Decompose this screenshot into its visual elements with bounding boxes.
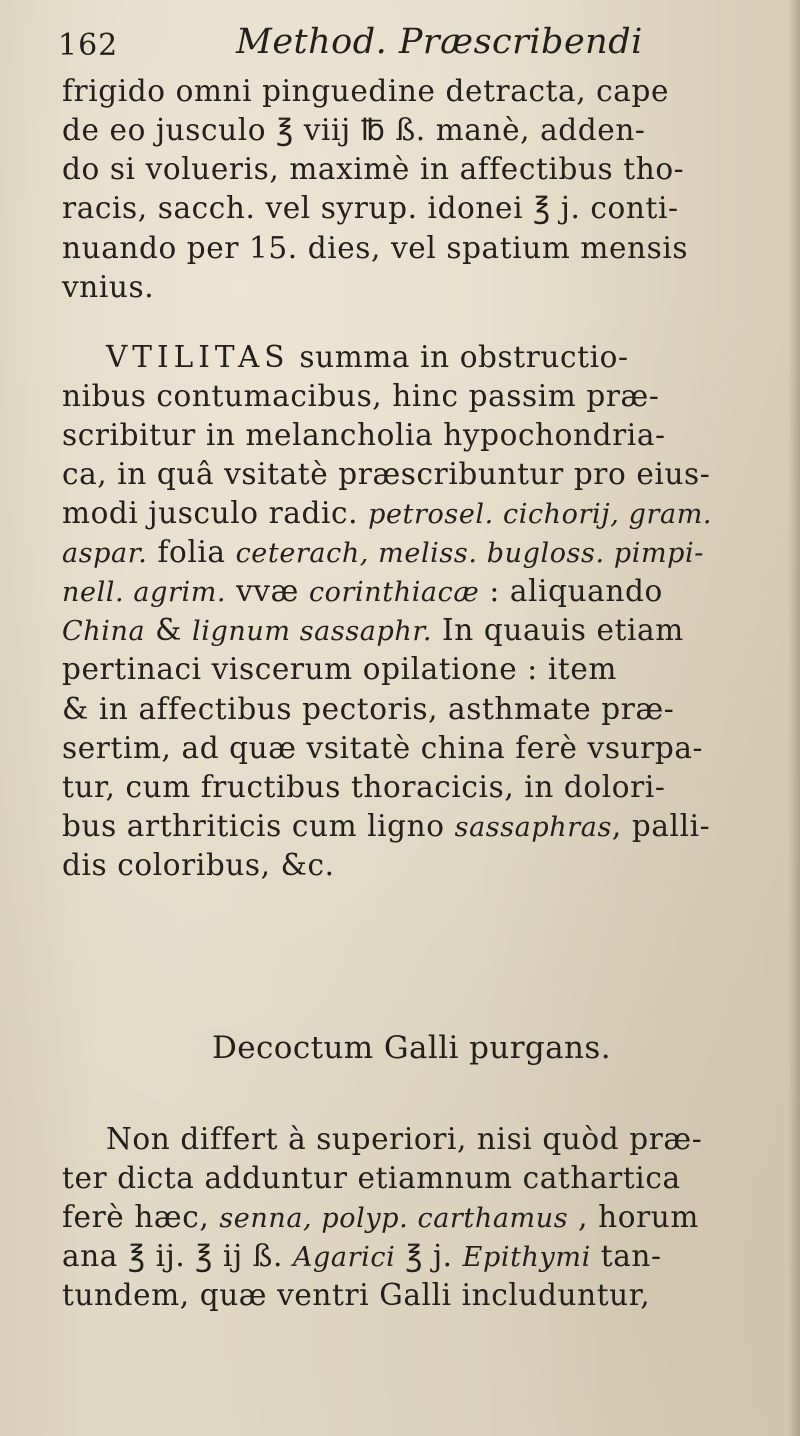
text-line: frigido omni pinguedine detracta, cape: [62, 74, 670, 108]
running-head: Method. Præscribendi: [236, 22, 643, 62]
italic-span: ceterach, meliss. bugloss. pimpi-: [235, 538, 704, 569]
text-span: modi jusculo radic.: [62, 496, 369, 530]
text-line: do si volueris, maximè in affectibus tho-: [62, 152, 685, 186]
text-line: ca, in quâ vsitatè præscribuntur pro eius-: [62, 457, 711, 491]
text-line: ter dicta adduntur etiamnum cathartica: [62, 1161, 681, 1195]
text-span: folia: [147, 535, 236, 569]
italic-span: Agarici: [292, 1242, 396, 1273]
text-line: vnius.: [62, 270, 155, 304]
text-line: [62, 1239, 662, 1275]
text-span: bus arthriticis cum ligno: [62, 809, 455, 843]
text-line: [62, 613, 684, 649]
text-span: tan-: [590, 1239, 662, 1273]
text-span: In quauis etiam: [432, 613, 684, 647]
italic-span: senna, polyp. carthamus: [219, 1203, 569, 1234]
italic-span: petrosel. cichorij, gram.: [368, 499, 713, 530]
text-line: [62, 1200, 699, 1236]
text-line: [62, 809, 710, 845]
text-line: racis, sacch. vel syrup. idonei ℥ j. conti-: [62, 191, 679, 225]
italic-span: aspar.: [62, 538, 148, 569]
page-number: 162: [58, 28, 119, 63]
text-span: : aliquando: [479, 574, 663, 608]
text-span: , palli-: [611, 809, 711, 843]
italic-span: nell. agrim.: [62, 577, 227, 608]
text-line: tur, cum fructibus thoracicis, in dolori-: [62, 770, 666, 804]
page-header: [58, 18, 778, 66]
text-line: & in affectibus pectoris, asthmate præ-: [62, 692, 675, 726]
page-edge-shadow: [788, 0, 800, 1436]
text-span: ana ℥ ij. ℥ ij ß.: [62, 1239, 293, 1273]
italic-span: corinthiacæ: [308, 577, 480, 608]
text-line: scribitur in melancholia hypochondria-: [62, 418, 666, 452]
text-line: [106, 340, 629, 374]
italic-span: China: [62, 616, 146, 647]
text-line: Non differt à superiori, nisi quòd præ-: [106, 1122, 703, 1156]
italic-span: lignum sassaphr.: [192, 616, 433, 647]
text-line: nibus contumacibus, hinc passim præ-: [62, 379, 660, 413]
text-span: ferè hæc,: [62, 1200, 220, 1234]
text-line: [62, 496, 712, 532]
text-line: sertim, ad quæ vsitatè china ferè vsurpa-: [62, 731, 704, 765]
section-lead-word: VTILITAS: [106, 340, 290, 374]
text-line: nuando per 15. dies, vel spatium mensis: [62, 231, 689, 265]
italic-span: Epithymi: [462, 1242, 591, 1273]
text-line: [62, 574, 663, 610]
text-line: [62, 535, 704, 571]
text-line: tundem, quæ ventri Galli includuntur,: [62, 1278, 651, 1312]
text-span: , horum: [568, 1200, 699, 1234]
text-line: pertinaci viscerum opilatione : item: [62, 652, 617, 686]
text-line: dis coloribus, &c.: [62, 848, 335, 882]
section-heading: Decoctum Galli purgans.: [212, 1030, 611, 1066]
text-span: summa in obstructio-: [289, 340, 629, 374]
italic-span: sassaphras: [454, 812, 612, 843]
text-span: vvæ: [226, 574, 309, 608]
text-line: de eo jusculo ℥ viij ℔ ß. manè, adden-: [62, 113, 646, 147]
text-span: &: [145, 613, 192, 647]
text-span: ℥ j.: [395, 1239, 463, 1273]
